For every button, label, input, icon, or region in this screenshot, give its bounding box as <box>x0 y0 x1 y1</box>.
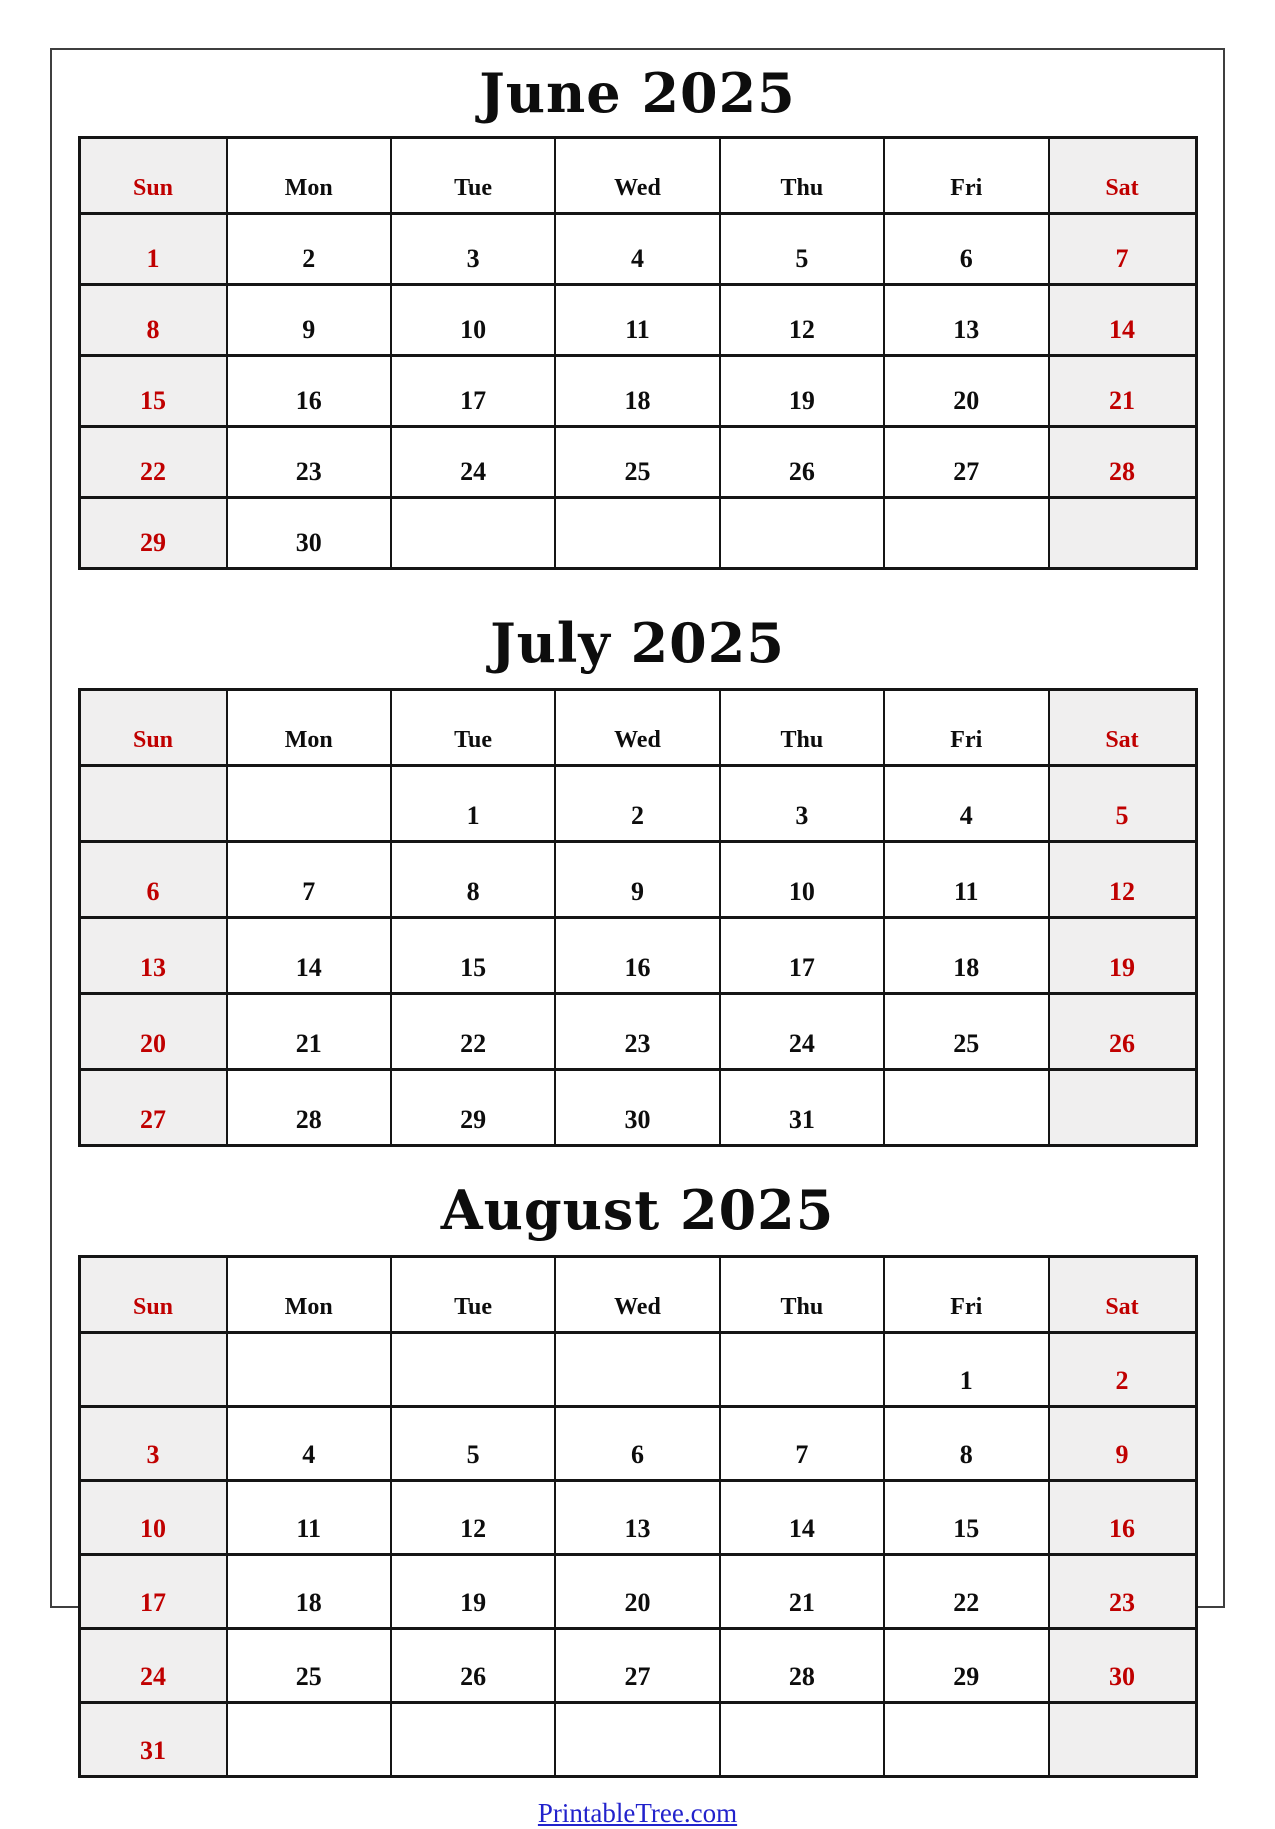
day-cell: 27 <box>884 427 1048 498</box>
day-cell: 19 <box>720 356 884 427</box>
weekday-header-thu: Thu <box>720 1257 884 1333</box>
week-row <box>79 1481 1196 1555</box>
day-cell: 11 <box>555 285 719 356</box>
day-cell: 18 <box>555 356 719 427</box>
day-cell: 30 <box>555 1070 719 1146</box>
day-cell: 7 <box>1049 214 1197 285</box>
day-cell: 15 <box>79 356 227 427</box>
empty-cell <box>884 498 1048 569</box>
week-row <box>79 427 1196 498</box>
weekday-header-tue: Tue <box>391 1257 555 1333</box>
empty-cell <box>1049 498 1197 569</box>
day-cell: 14 <box>1049 285 1197 356</box>
weekday-header-sat: Sat <box>1049 138 1197 214</box>
calendar-table-june <box>78 136 1198 570</box>
weekday-header-row <box>79 690 1196 766</box>
weekday-header-wed: Wed <box>555 138 719 214</box>
day-cell: 10 <box>391 285 555 356</box>
week-row <box>79 214 1196 285</box>
day-cell: 28 <box>227 1070 391 1146</box>
day-cell: 17 <box>79 1555 227 1629</box>
day-cell: 9 <box>1049 1407 1197 1481</box>
week-row <box>79 842 1196 918</box>
empty-cell <box>555 1703 719 1777</box>
day-cell: 8 <box>79 285 227 356</box>
day-cell: 25 <box>884 994 1048 1070</box>
weekday-header-row <box>79 1257 1196 1333</box>
day-cell: 26 <box>720 427 884 498</box>
day-cell: 24 <box>79 1629 227 1703</box>
day-cell: 3 <box>720 766 884 842</box>
week-row <box>79 918 1196 994</box>
day-cell: 20 <box>555 1555 719 1629</box>
empty-cell <box>1049 1070 1197 1146</box>
month-section-august <box>52 1147 1223 1778</box>
day-cell: 6 <box>884 214 1048 285</box>
day-cell: 4 <box>555 214 719 285</box>
month-title-june: June 2025 <box>479 61 796 125</box>
calendar-table-july <box>78 688 1198 1147</box>
weekday-header-thu: Thu <box>720 690 884 766</box>
day-cell: 22 <box>79 427 227 498</box>
weekday-header-tue: Tue <box>391 138 555 214</box>
empty-cell <box>1049 1703 1197 1777</box>
day-cell: 7 <box>720 1407 884 1481</box>
empty-cell <box>884 1703 1048 1777</box>
week-row <box>79 498 1196 569</box>
day-cell: 23 <box>1049 1555 1197 1629</box>
weekday-header-wed: Wed <box>555 690 719 766</box>
weekday-header-tue: Tue <box>391 690 555 766</box>
day-cell: 30 <box>1049 1629 1197 1703</box>
day-cell: 5 <box>391 1407 555 1481</box>
day-cell: 1 <box>79 214 227 285</box>
day-cell: 25 <box>555 427 719 498</box>
day-cell: 12 <box>720 285 884 356</box>
weekday-header-mon: Mon <box>227 690 391 766</box>
week-row <box>79 766 1196 842</box>
day-cell: 9 <box>227 285 391 356</box>
day-cell: 18 <box>884 918 1048 994</box>
day-cell: 26 <box>391 1629 555 1703</box>
day-cell: 29 <box>79 498 227 569</box>
day-cell: 23 <box>555 994 719 1070</box>
day-cell: 16 <box>1049 1481 1197 1555</box>
day-cell: 14 <box>227 918 391 994</box>
day-cell: 21 <box>720 1555 884 1629</box>
day-cell: 19 <box>1049 918 1197 994</box>
month-title-july: July 2025 <box>490 611 785 675</box>
day-cell: 17 <box>391 356 555 427</box>
day-cell: 27 <box>555 1629 719 1703</box>
day-cell: 7 <box>227 842 391 918</box>
day-cell: 20 <box>884 356 1048 427</box>
day-cell: 13 <box>884 285 1048 356</box>
day-cell: 29 <box>391 1070 555 1146</box>
day-cell: 16 <box>227 356 391 427</box>
day-cell: 8 <box>391 842 555 918</box>
month-title-august: August 2025 <box>440 1178 835 1242</box>
empty-cell <box>79 1333 227 1407</box>
day-cell: 29 <box>884 1629 1048 1703</box>
empty-cell <box>391 1333 555 1407</box>
day-cell: 30 <box>227 498 391 569</box>
day-cell: 16 <box>555 918 719 994</box>
day-cell: 8 <box>884 1407 1048 1481</box>
day-cell: 1 <box>884 1333 1048 1407</box>
empty-cell <box>227 1333 391 1407</box>
day-cell: 18 <box>227 1555 391 1629</box>
day-cell: 3 <box>391 214 555 285</box>
weekday-header-fri: Fri <box>884 138 1048 214</box>
day-cell: 15 <box>391 918 555 994</box>
day-cell: 11 <box>884 842 1048 918</box>
day-cell: 2 <box>1049 1333 1197 1407</box>
day-cell: 22 <box>884 1555 1048 1629</box>
day-cell: 13 <box>555 1481 719 1555</box>
day-cell: 14 <box>720 1481 884 1555</box>
empty-cell <box>720 1333 884 1407</box>
footer <box>52 1778 1223 1829</box>
empty-cell <box>884 1070 1048 1146</box>
weekday-header-mon: Mon <box>227 1257 391 1333</box>
day-cell: 25 <box>227 1629 391 1703</box>
month-section-july <box>52 570 1223 1147</box>
footer-link[interactable]: PrintableTree.com <box>537 1798 738 1828</box>
week-row <box>79 356 1196 427</box>
day-cell: 20 <box>79 994 227 1070</box>
day-cell: 23 <box>227 427 391 498</box>
empty-cell <box>227 1703 391 1777</box>
weekday-header-row <box>79 138 1196 214</box>
day-cell: 13 <box>79 918 227 994</box>
day-cell: 19 <box>391 1555 555 1629</box>
day-cell: 28 <box>720 1629 884 1703</box>
week-row <box>79 1555 1196 1629</box>
day-cell: 31 <box>79 1703 227 1777</box>
weekday-header-sun: Sun <box>79 690 227 766</box>
week-row <box>79 1629 1196 1703</box>
day-cell: 24 <box>720 994 884 1070</box>
empty-cell <box>555 1333 719 1407</box>
day-cell: 2 <box>227 214 391 285</box>
weekday-header-fri: Fri <box>884 1257 1048 1333</box>
day-cell: 3 <box>79 1407 227 1481</box>
weekday-header-thu: Thu <box>720 138 884 214</box>
week-row <box>79 1703 1196 1777</box>
day-cell: 12 <box>391 1481 555 1555</box>
day-cell: 28 <box>1049 427 1197 498</box>
month-section-june <box>52 50 1223 570</box>
day-cell: 17 <box>720 918 884 994</box>
weekday-header-sat: Sat <box>1049 1257 1197 1333</box>
week-row <box>79 1333 1196 1407</box>
day-cell: 6 <box>79 842 227 918</box>
empty-cell <box>79 766 227 842</box>
week-row <box>79 1070 1196 1146</box>
day-cell: 15 <box>884 1481 1048 1555</box>
day-cell: 24 <box>391 427 555 498</box>
page-frame <box>50 48 1225 1828</box>
empty-cell <box>391 498 555 569</box>
empty-cell <box>391 1703 555 1777</box>
empty-cell <box>720 498 884 569</box>
day-cell: 5 <box>1049 766 1197 842</box>
weekday-header-sun: Sun <box>79 138 227 214</box>
week-row <box>79 994 1196 1070</box>
day-cell: 27 <box>79 1070 227 1146</box>
day-cell: 4 <box>884 766 1048 842</box>
weekday-header-sat: Sat <box>1049 690 1197 766</box>
day-cell: 31 <box>720 1070 884 1146</box>
empty-cell <box>720 1703 884 1777</box>
week-row <box>79 285 1196 356</box>
day-cell: 4 <box>227 1407 391 1481</box>
weekday-header-fri: Fri <box>884 690 1048 766</box>
day-cell: 21 <box>1049 356 1197 427</box>
weekday-header-wed: Wed <box>555 1257 719 1333</box>
day-cell: 12 <box>1049 842 1197 918</box>
empty-cell <box>227 766 391 842</box>
weekday-header-mon: Mon <box>227 138 391 214</box>
empty-cell <box>555 498 719 569</box>
day-cell: 2 <box>555 766 719 842</box>
day-cell: 22 <box>391 994 555 1070</box>
day-cell: 1 <box>391 766 555 842</box>
calendar-table-august <box>78 1255 1198 1778</box>
day-cell: 9 <box>555 842 719 918</box>
day-cell: 6 <box>555 1407 719 1481</box>
day-cell: 10 <box>79 1481 227 1555</box>
day-cell: 26 <box>1049 994 1197 1070</box>
day-cell: 11 <box>227 1481 391 1555</box>
week-row <box>79 1407 1196 1481</box>
day-cell: 5 <box>720 214 884 285</box>
day-cell: 10 <box>720 842 884 918</box>
day-cell: 21 <box>227 994 391 1070</box>
weekday-header-sun: Sun <box>79 1257 227 1333</box>
